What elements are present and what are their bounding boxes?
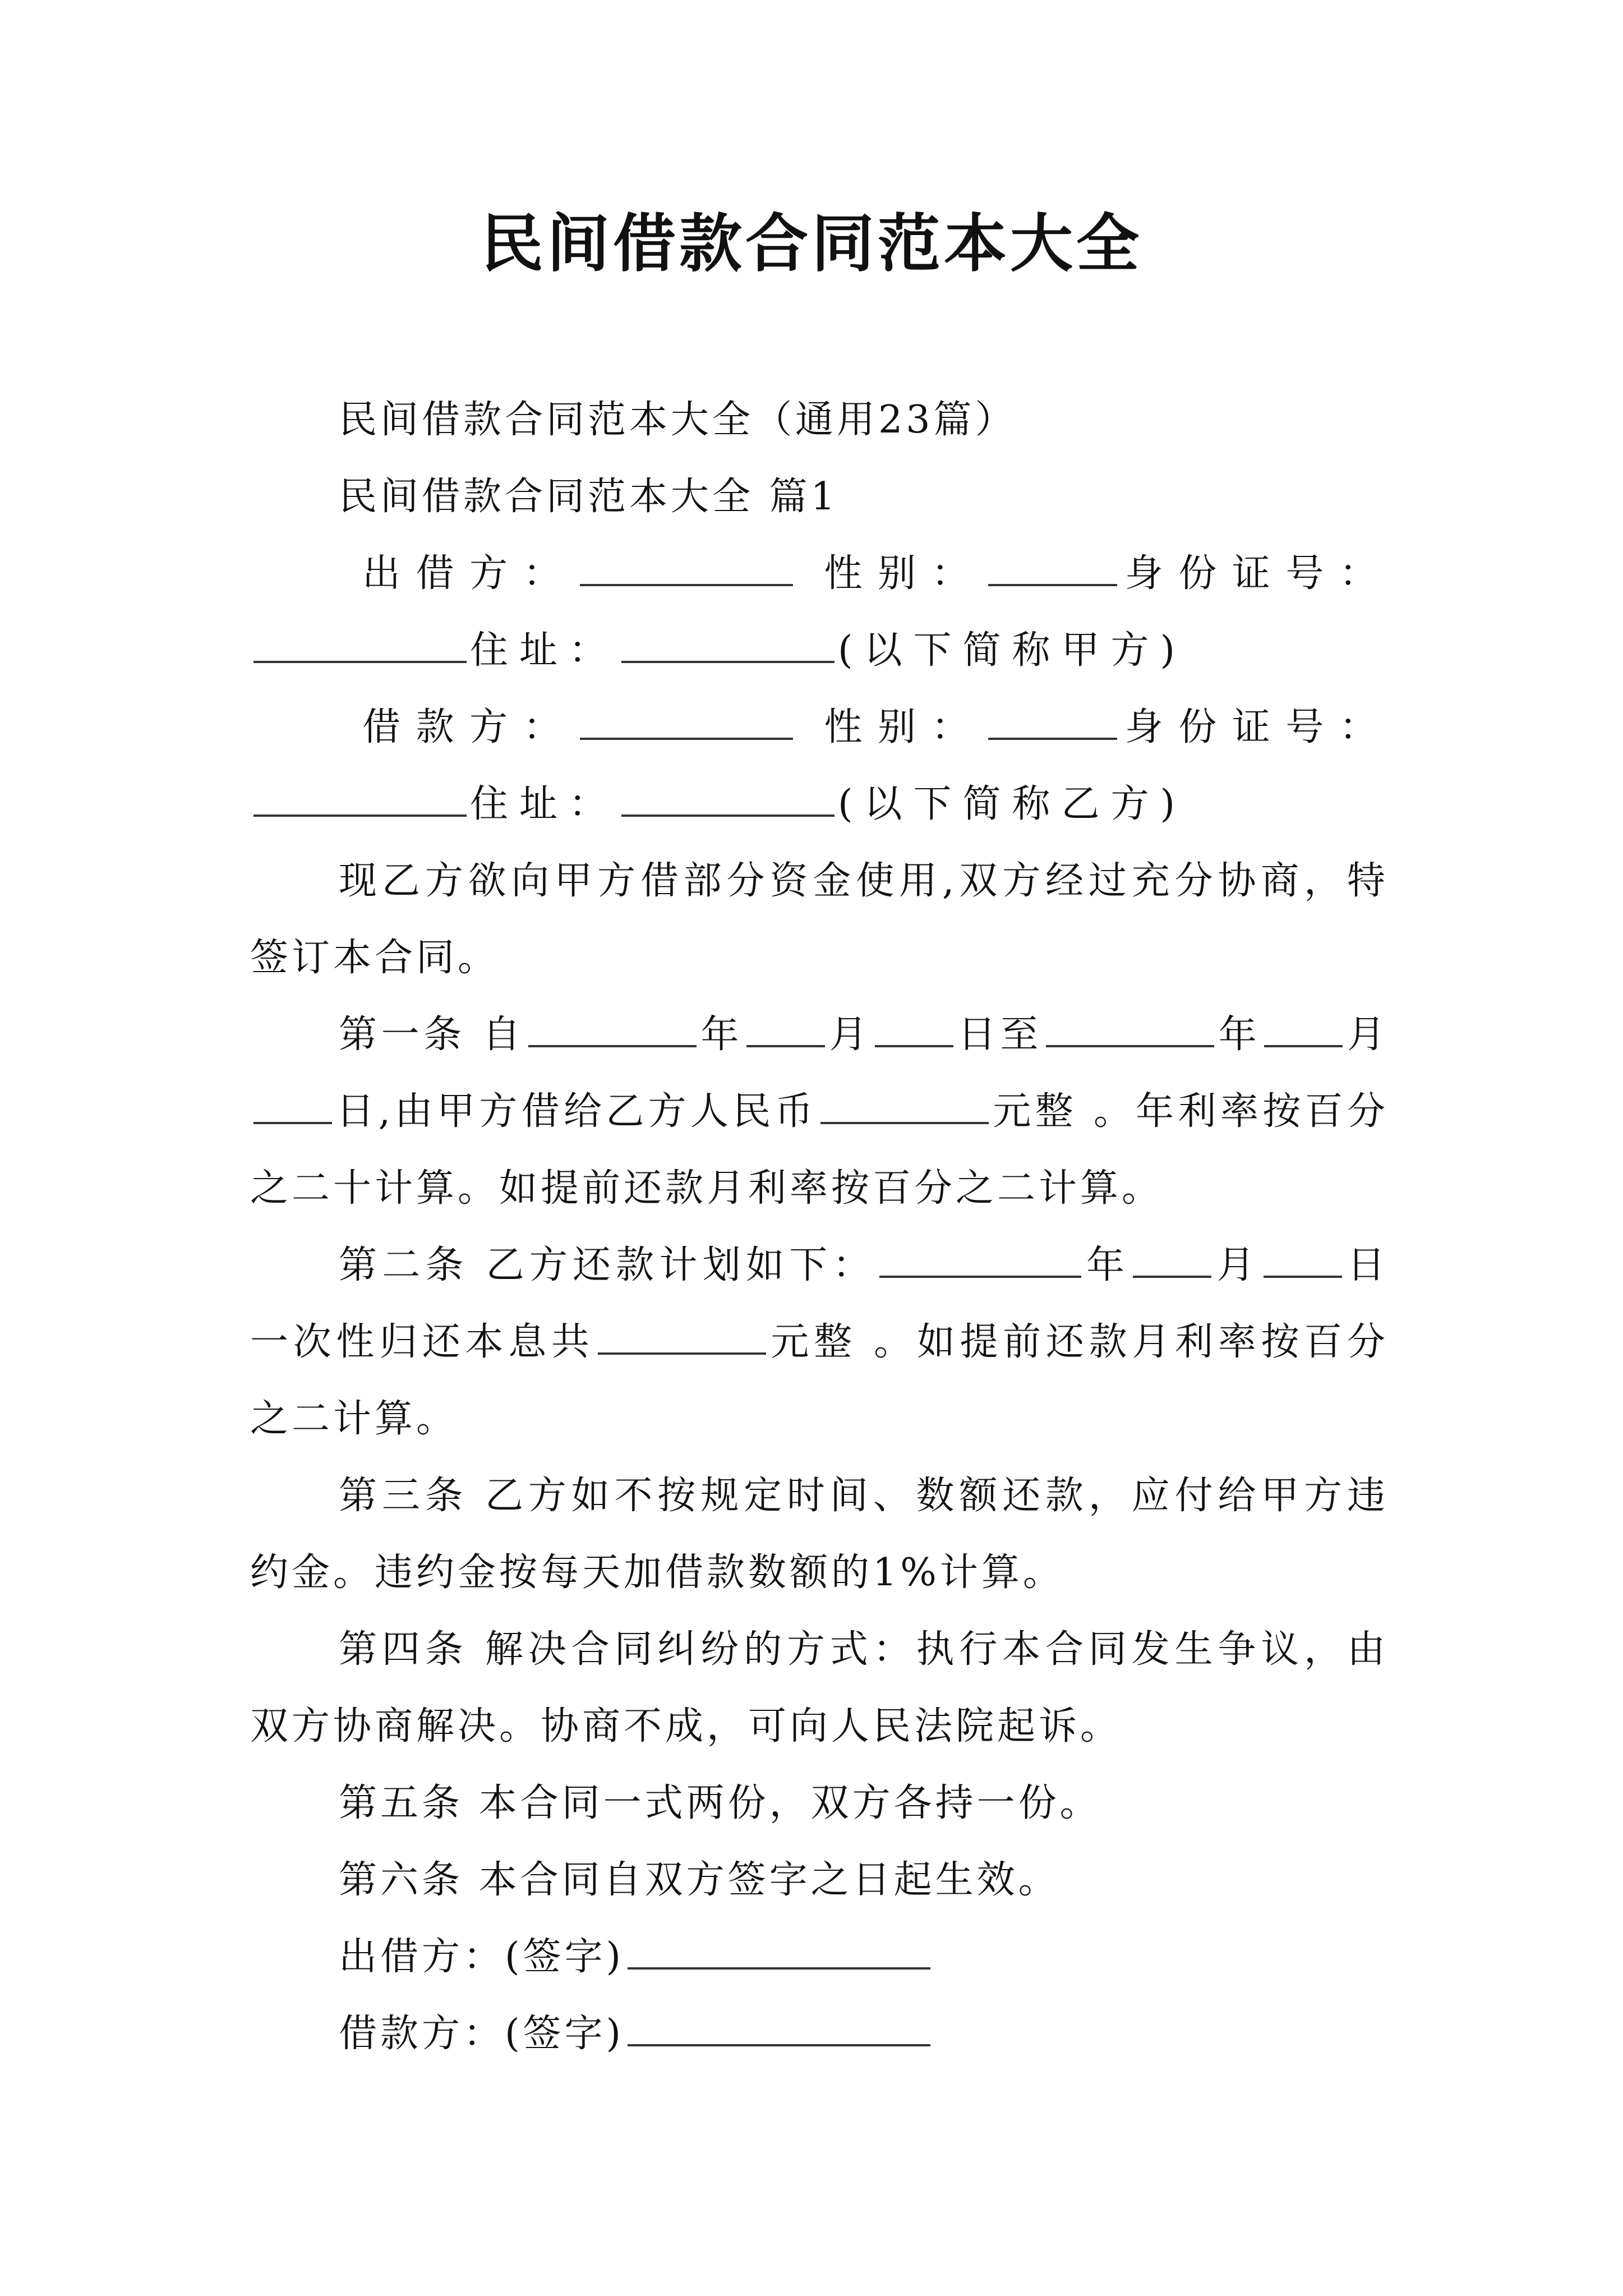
repay-day-label: 日一次性归还本息共 [250,1243,1389,1364]
borrower-info [250,689,1389,843]
article-6: 第六条 本合同自双方签字之日起生效。 [339,1858,1060,1902]
article-1-tail: 元整 。年利率按百分之二十计算。如提前还款月利率按百分之二计算。 [250,1089,1389,1211]
lender-id-label: 身份证号： [1121,551,1389,596]
article-4: 第四条 解决合同纠纷的方式：执行本合同发生争议，由双方协商解决。协商不成，可向人民法院起诉。 [250,1627,1389,1749]
amount-blank [820,1088,989,1124]
borrower-signature [250,1995,1389,2072]
borrower-name-blank [580,704,793,740]
lender-address-label: 住址： [470,628,619,673]
subtitle: 民间借款合同范本大全（通用23篇） [339,398,1017,442]
article-1-lead: 第一条 自 [339,1013,525,1057]
article-1 [250,996,1389,1227]
document-title: 民间借款合同范本大全 [481,207,1142,280]
lender-name-blank [580,550,793,586]
end-year-blank [1046,1011,1214,1047]
borrower-gender-blank [988,704,1117,740]
borrower-signature-blank [628,2010,930,2046]
borrower-address-blank [621,781,834,817]
borrower-label: 借款方： [362,705,577,749]
repay-day-blank [1264,1242,1342,1278]
borrower-id-label: 身份证号： [1121,705,1389,749]
lender-address-blank [621,627,834,663]
lender-gender-blank [988,550,1117,586]
document-body [250,381,1389,2072]
repay-month-label: 月 [1215,1243,1260,1287]
month-label-2: 月 [1346,1013,1389,1057]
lender-alias: (以下简称甲方) [838,628,1187,673]
article-1-mid: 日,由甲方借给乙方人民币 [335,1089,817,1134]
article-5: 第五条 本合同一式两份，双方各持一份。 [339,1781,1101,1825]
start-year-blank [528,1011,697,1047]
lender-id-blank [253,627,467,663]
lender-label: 出借方： [362,551,577,596]
month-label: 月 [828,1013,872,1057]
end-day-blank [253,1088,332,1124]
repay-year-blank [879,1242,1081,1278]
borrower-gender-label: 性别： [824,705,985,749]
borrower-signature-label: 借款方：(签字) [339,2012,625,2056]
intro-paragraph: 现乙方欲向甲方借部分资金使用,双方经过充分协商，特签订本合同。 [250,859,1389,980]
repay-year-label: 年 [1084,1243,1130,1287]
borrower-id-blank [253,781,467,817]
start-day-blank [875,1011,953,1047]
article-2-lead: 第二条 乙方还款计划如下： [339,1243,876,1287]
lender-gender-label: 性别： [824,551,985,596]
end-month-blank [1264,1011,1343,1047]
article-2 [250,1227,1389,1457]
year-label: 年 [699,1013,743,1057]
borrower-alias: (以下简称乙方) [838,782,1187,826]
section-heading: 民间借款合同范本大全 篇1 [339,475,838,519]
year-label-2: 年 [1218,1013,1261,1057]
day-to-label: 日至 [957,1013,1043,1057]
start-month-blank [746,1011,825,1047]
repay-amount-blank [598,1319,766,1355]
article-3: 第三条 乙方如不按规定时间、数额还款，应付给甲方违约金。违约金按每天加借款数额的1%计算。 [250,1474,1389,1595]
lender-signature-label: 出借方：(签字) [339,1935,625,1979]
lender-signature [250,1918,1389,1995]
lender-info [250,535,1389,689]
article-2-tail: 元整 。如提前还款月利率按百分之二计算。 [250,1320,1389,1441]
borrower-address-label: 住址： [470,782,619,826]
repay-month-blank [1133,1242,1211,1278]
lender-signature-blank [628,1934,930,1970]
